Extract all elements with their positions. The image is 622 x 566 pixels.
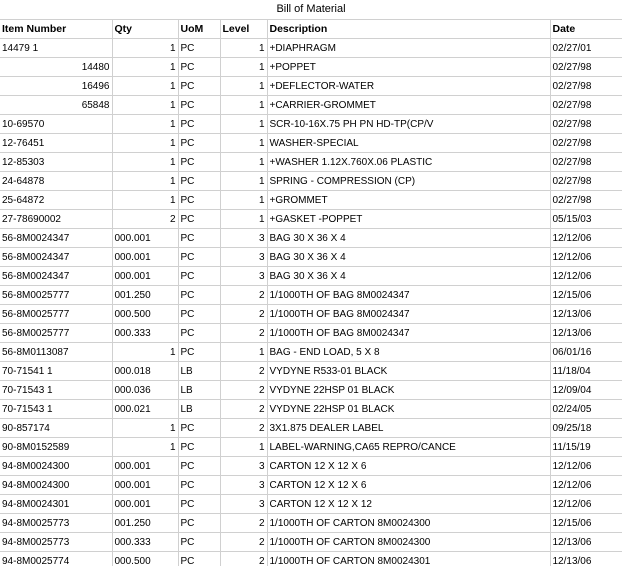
cell-description[interactable]: SCR-10-16X.75 PH PN HD-TP(CP/V [267,115,550,134]
cell-level[interactable]: 1 [220,77,267,96]
table-row [0,324,622,343]
cell-item-number[interactable]: 94-8M0025774 [0,552,112,566]
cell-uom[interactable]: PC [178,514,220,533]
table-row [0,172,622,191]
cell-description[interactable]: VYDYNE 22HSP 01 BLACK [267,400,550,419]
cell-date[interactable]: 12/13/06 [550,552,622,566]
cell-level[interactable]: 3 [220,229,267,248]
cell-level[interactable]: 1 [220,96,267,115]
cell-level[interactable]: 1 [220,191,267,210]
cell-qty[interactable]: 000.021 [112,400,178,419]
cell-date[interactable]: 02/27/98 [550,134,622,153]
cell-qty[interactable]: 001.250 [112,514,178,533]
cell-uom[interactable]: PC [178,248,220,267]
cell-uom[interactable]: PC [178,115,220,134]
cell-level[interactable]: 1 [220,438,267,457]
cell-uom[interactable]: PC [178,286,220,305]
header-item-number[interactable]: Item Number [0,20,112,39]
cell-qty[interactable]: 1 [112,39,178,58]
table-row [0,134,622,153]
cell-qty[interactable]: 1 [112,134,178,153]
cell-level[interactable]: 2 [220,324,267,343]
cell-level[interactable]: 2 [220,419,267,438]
cell-uom[interactable]: PC [178,305,220,324]
cell-item-number[interactable]: 56-8M0025777 [0,324,112,343]
cell-item-number[interactable]: 56-8M0025777 [0,286,112,305]
cell-uom[interactable]: PC [178,419,220,438]
cell-item-number[interactable]: 70-71543 1 [0,381,112,400]
cell-description[interactable]: BAG 30 X 36 X 4 [267,267,550,286]
cell-description[interactable]: +CARRIER-GROMMET [267,96,550,115]
cell-uom[interactable]: PC [178,533,220,552]
cell-item-number[interactable]: 14479 1 [0,39,112,58]
cell-uom[interactable]: PC [178,495,220,514]
table-row [0,381,622,400]
cell-description[interactable]: 1/1000TH OF BAG 8M0024347 [267,305,550,324]
cell-uom[interactable]: LB [178,400,220,419]
cell-qty[interactable]: 2 [112,210,178,229]
cell-description[interactable]: CARTON 12 X 12 X 6 [267,476,550,495]
table-row [0,514,622,533]
cell-date[interactable]: 02/24/05 [550,400,622,419]
cell-qty[interactable]: 000.001 [112,476,178,495]
cell-date[interactable]: 12/12/06 [550,457,622,476]
cell-uom[interactable]: PC [178,153,220,172]
cell-description[interactable]: +DEFLECTOR-WATER [267,77,550,96]
cell-item-number[interactable]: 14480 [0,58,112,77]
cell-description[interactable]: 1/1000TH OF CARTON 8M0024301 [267,552,550,566]
table-row [0,191,622,210]
cell-qty[interactable]: 000.018 [112,362,178,381]
table-row [0,476,622,495]
cell-item-number[interactable]: 12-85303 [0,153,112,172]
table-row [0,495,622,514]
table-row [0,96,622,115]
table-row [0,457,622,476]
cell-date[interactable]: 02/27/98 [550,172,622,191]
cell-description[interactable]: BAG 30 X 36 X 4 [267,229,550,248]
cell-item-number[interactable]: 94-8M0025773 [0,533,112,552]
header-uom[interactable]: UoM [178,20,220,39]
cell-description[interactable]: 1/1000TH OF CARTON 8M0024300 [267,533,550,552]
cell-level[interactable]: 1 [220,343,267,362]
table-row [0,362,622,381]
cell-level[interactable]: 1 [220,39,267,58]
table-row [0,400,622,419]
header-date[interactable]: Date [550,20,622,39]
table-row [0,210,622,229]
cell-level[interactable]: 2 [220,400,267,419]
table-row [0,58,622,77]
cell-description[interactable]: +DIAPHRAGM [267,39,550,58]
cell-date[interactable]: 12/12/06 [550,248,622,267]
cell-qty[interactable]: 1 [112,153,178,172]
table-row [0,153,622,172]
table-body [0,39,622,566]
cell-qty[interactable]: 1 [112,96,178,115]
cell-item-number[interactable]: 56-8M0024347 [0,248,112,267]
cell-level[interactable]: 1 [220,58,267,77]
cell-item-number[interactable]: 16496 [0,77,112,96]
cell-item-number[interactable]: 90-8M0152589 [0,438,112,457]
cell-description[interactable]: CARTON 12 X 12 X 6 [267,457,550,476]
table-row [0,305,622,324]
cell-date[interactable]: 12/12/06 [550,495,622,514]
cell-item-number[interactable]: 56-8M0113087 [0,343,112,362]
cell-qty[interactable]: 001.250 [112,286,178,305]
table-row [0,552,622,566]
cell-description[interactable]: VYDYNE R533-01 BLACK [267,362,550,381]
cell-description[interactable]: WASHER-SPECIAL [267,134,550,153]
cell-item-number[interactable]: 70-71541 1 [0,362,112,381]
cell-date[interactable]: 12/15/06 [550,286,622,305]
cell-uom[interactable]: PC [178,324,220,343]
cell-level[interactable]: 1 [220,115,267,134]
cell-description[interactable]: +WASHER 1.12X.760X.06 PLASTIC [267,153,550,172]
cell-qty[interactable]: 1 [112,172,178,191]
table-row [0,438,622,457]
cell-date[interactable]: 05/15/03 [550,210,622,229]
cell-date[interactable]: 12/12/06 [550,267,622,286]
cell-description[interactable]: +GASKET -POPPET [267,210,550,229]
cell-item-number[interactable]: 27-78690002 [0,210,112,229]
cell-level[interactable]: 2 [220,533,267,552]
cell-level[interactable]: 3 [220,457,267,476]
table-row [0,343,622,362]
cell-item-number[interactable]: 94-8M0024301 [0,495,112,514]
table-row [0,267,622,286]
bom-table [0,19,622,566]
cell-qty[interactable]: 000.001 [112,495,178,514]
cell-description[interactable]: BAG 30 X 36 X 4 [267,248,550,267]
cell-level[interactable]: 2 [220,552,267,566]
cell-qty[interactable]: 000.001 [112,248,178,267]
cell-description[interactable]: CARTON 12 X 12 X 12 [267,495,550,514]
cell-uom[interactable]: PC [178,191,220,210]
cell-description[interactable]: 1/1000TH OF CARTON 8M0024300 [267,514,550,533]
cell-level[interactable]: 2 [220,381,267,400]
cell-description[interactable]: 1/1000TH OF BAG 8M0024347 [267,286,550,305]
cell-item-number[interactable]: 94-8M0025773 [0,514,112,533]
cell-uom[interactable]: PC [178,343,220,362]
table-row [0,533,622,552]
cell-item-number[interactable]: 65848 [0,96,112,115]
sheet-title: Bill of Material [276,3,346,15]
cell-item-number[interactable]: 25-64872 [0,191,112,210]
cell-uom[interactable]: PC [178,267,220,286]
cell-date[interactable]: 12/13/06 [550,305,622,324]
cell-qty[interactable]: 000.500 [112,552,178,566]
cell-date[interactable]: 02/27/98 [550,96,622,115]
cell-uom[interactable]: PC [178,476,220,495]
cell-description[interactable]: LABEL-WARNING,CA65 REPRO/CANCE [267,438,550,457]
cell-date[interactable]: 12/13/06 [550,533,622,552]
cell-uom[interactable]: PC [178,172,220,191]
cell-date[interactable]: 09/25/18 [550,419,622,438]
cell-level[interactable]: 3 [220,267,267,286]
cell-level[interactable]: 1 [220,134,267,153]
cell-qty[interactable]: 000.333 [112,533,178,552]
cell-qty[interactable]: 1 [112,343,178,362]
cell-qty[interactable]: 000.001 [112,457,178,476]
cell-qty[interactable]: 000.036 [112,381,178,400]
cell-description[interactable]: 1/1000TH OF BAG 8M0024347 [267,324,550,343]
cell-date[interactable]: 02/27/01 [550,39,622,58]
cell-date[interactable]: 11/18/04 [550,362,622,381]
cell-qty[interactable]: 1 [112,419,178,438]
cell-uom[interactable]: PC [178,58,220,77]
table-row [0,115,622,134]
cell-level[interactable]: 1 [220,210,267,229]
cell-date[interactable]: 12/12/06 [550,476,622,495]
cell-level[interactable]: 2 [220,362,267,381]
cell-qty[interactable]: 1 [112,77,178,96]
cell-date[interactable]: 12/09/04 [550,381,622,400]
cell-date[interactable]: 02/27/98 [550,77,622,96]
cell-description[interactable]: SPRING - COMPRESSION (CP) [267,172,550,191]
header-level[interactable]: Level [220,20,267,39]
cell-uom[interactable]: PC [178,134,220,153]
cell-description[interactable]: VYDYNE 22HSP 01 BLACK [267,381,550,400]
cell-date[interactable]: 11/15/19 [550,438,622,457]
cell-qty[interactable]: 000.001 [112,229,178,248]
cell-item-number[interactable]: 70-71543 1 [0,400,112,419]
cell-uom[interactable]: PC [178,552,220,566]
cell-qty[interactable]: 000.333 [112,324,178,343]
cell-date[interactable]: 02/27/98 [550,153,622,172]
cell-item-number[interactable]: 90-857174 [0,419,112,438]
cell-qty[interactable]: 000.001 [112,267,178,286]
cell-uom[interactable]: LB [178,362,220,381]
cell-level[interactable]: 2 [220,286,267,305]
cell-description[interactable]: +GROMMET [267,191,550,210]
cell-qty[interactable]: 1 [112,191,178,210]
cell-level[interactable]: 2 [220,514,267,533]
table-row [0,419,622,438]
cell-item-number[interactable]: 56-8M0025777 [0,305,112,324]
cell-item-number[interactable]: 94-8M0024300 [0,457,112,476]
cell-level[interactable]: 2 [220,305,267,324]
cell-qty[interactable]: 1 [112,438,178,457]
cell-description[interactable]: +POPPET [267,58,550,77]
cell-date[interactable]: 12/15/06 [550,514,622,533]
cell-item-number[interactable]: 24-64878 [0,172,112,191]
cell-uom[interactable]: LB [178,381,220,400]
cell-qty[interactable]: 000.500 [112,305,178,324]
cell-level[interactable]: 3 [220,476,267,495]
cell-item-number[interactable]: 10-69570 [0,115,112,134]
cell-level[interactable]: 3 [220,248,267,267]
cell-item-number[interactable]: 12-76451 [0,134,112,153]
cell-level[interactable]: 1 [220,172,267,191]
header-row [0,20,622,39]
table-row [0,77,622,96]
cell-item-number[interactable]: 56-8M0024347 [0,229,112,248]
cell-level[interactable]: 1 [220,153,267,172]
cell-uom[interactable]: PC [178,77,220,96]
cell-uom[interactable]: PC [178,96,220,115]
cell-qty[interactable]: 1 [112,58,178,77]
cell-level[interactable]: 3 [220,495,267,514]
table-row [0,248,622,267]
cell-uom[interactable]: PC [178,438,220,457]
cell-uom[interactable]: PC [178,210,220,229]
cell-uom[interactable]: PC [178,229,220,248]
cell-qty[interactable]: 1 [112,115,178,134]
table-row [0,286,622,305]
cell-date[interactable]: 12/13/06 [550,324,622,343]
cell-uom[interactable]: PC [178,457,220,476]
cell-date[interactable]: 02/27/98 [550,191,622,210]
cell-date[interactable]: 02/27/98 [550,58,622,77]
table-row [0,39,622,58]
cell-date[interactable]: 06/01/16 [550,343,622,362]
cell-item-number[interactable]: 94-8M0024300 [0,476,112,495]
table-row [0,229,622,248]
cell-description[interactable]: BAG - END LOAD, 5 X 8 [267,343,550,362]
cell-date[interactable]: 12/12/06 [550,229,622,248]
cell-item-number[interactable]: 56-8M0024347 [0,267,112,286]
header-qty[interactable]: Qty [112,20,178,39]
cell-uom[interactable]: PC [178,39,220,58]
header-description[interactable]: Description [267,20,550,39]
cell-description[interactable]: 3X1.875 DEALER LABEL [267,419,550,438]
cell-date[interactable]: 02/27/98 [550,115,622,134]
